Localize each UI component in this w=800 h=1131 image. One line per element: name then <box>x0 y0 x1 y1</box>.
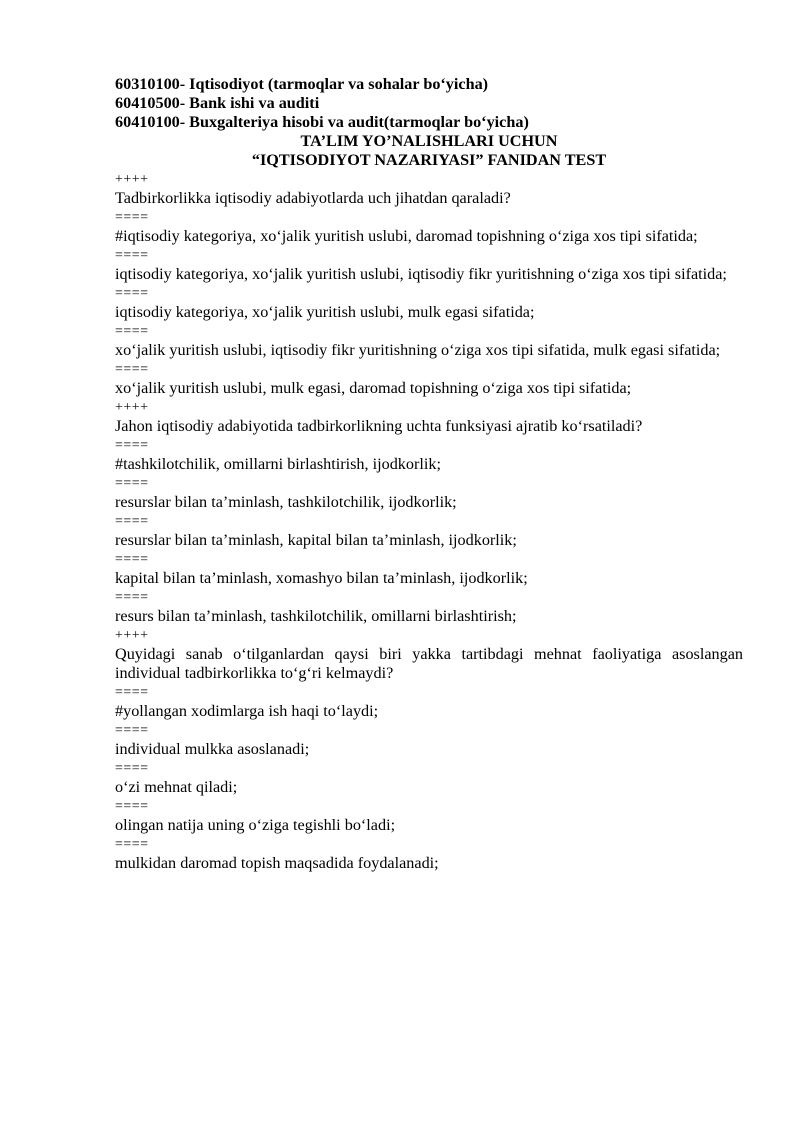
answer-option: resurslar bilan ta’minlash, kapital bilan ta’minlash, ijodkorlik; <box>115 531 517 549</box>
option-marker: ==== <box>115 210 149 225</box>
answer-option: resurslar bilan ta’minlash, tashkilotchilik, ijodkorlik; <box>115 493 457 511</box>
answer-option: o‘zi mehnat qiladi; <box>115 778 238 796</box>
question-marker: ++++ <box>115 628 149 643</box>
option-marker: ==== <box>115 590 149 605</box>
program-code-line-3: 60410100- Buxgalteriya hisobi va audit(tarmoqlar bo‘yicha) <box>115 113 529 131</box>
question-text: Quyidagi sanab o‘tilganlardan qaysi biri yakka tartibdagi mehnat faoliyatiga asoslangan individual tadbirkorlikka to‘g‘ri kelmaydi? <box>115 645 743 682</box>
answer-option: xo‘jalik yuritish uslubi, iqtisodiy fikr yuritishning o‘ziga xos tipi sifatida, mulk egasi sifatida; <box>115 341 721 359</box>
answer-option: iqtisodiy kategoriya, xo‘jalik yuritish uslubi, mulk egasi sifatida; <box>115 303 535 321</box>
answer-option: iqtisodiy kategoriya, xo‘jalik yuritish uslubi, iqtisodiy fikr yuritishning o‘ziga xos tipi sifatida; <box>115 265 727 283</box>
question-marker: ++++ <box>115 400 149 415</box>
option-marker: ==== <box>115 324 149 339</box>
answer-option: olingan natija uning o‘ziga tegishli bo‘ladi; <box>115 816 396 834</box>
option-marker: ==== <box>115 438 149 453</box>
document-title-line-2: “IQTISODIYOT NAZARIYASI” FANIDAN TEST <box>251 151 607 169</box>
document-title-line-1: TA’LIM YO’NALISHLARI UCHUN <box>300 132 558 150</box>
option-marker: ==== <box>115 685 149 700</box>
answer-option: resurs bilan ta’minlash, tashkilotchilik, omillarni birlashtirish; <box>115 607 517 625</box>
answer-option: kapital bilan ta’minlash, xomashyo bilan ta’minlash, ijodkorlik; <box>115 569 528 587</box>
program-code-line-1: 60310100- Iqtisodiyot (tarmoqlar va sohalar bo‘yicha) <box>115 75 489 93</box>
option-marker: ==== <box>115 514 149 529</box>
question-marker: ++++ <box>115 172 149 187</box>
answer-option: #iqtisodiy kategoriya, xo‘jalik yuritish uslubi, daromad topishning o‘ziga xos tipi sifatida; <box>115 227 698 245</box>
answer-option: mulkidan daromad topish maqsadida foydalanadi; <box>115 854 439 872</box>
option-marker: ==== <box>115 761 149 776</box>
option-marker: ==== <box>115 723 149 738</box>
option-marker: ==== <box>115 552 149 567</box>
option-marker: ==== <box>115 362 149 377</box>
option-marker: ==== <box>115 286 149 301</box>
answer-option: xo‘jalik yuritish uslubi, mulk egasi, daromad topishning o‘ziga xos tipi sifatida; <box>115 379 632 397</box>
answer-option: #yollangan xodimlarga ish haqi to‘laydi; <box>115 702 379 720</box>
option-marker: ==== <box>115 476 149 491</box>
option-marker: ==== <box>115 799 149 814</box>
question-text: Jahon iqtisodiy adabiyotida tadbirkorlikning uchta funksiyasi ajratib ko‘rsatiladi? <box>115 417 643 435</box>
program-code-line-2: 60410500- Bank ishi va auditi <box>115 94 320 112</box>
option-marker: ==== <box>115 837 149 852</box>
answer-option: #tashkilotchilik, omillarni birlashtirish, ijodkorlik; <box>115 455 441 473</box>
option-marker: ==== <box>115 248 149 263</box>
question-text: Tadbirkorlikka iqtisodiy adabiyotlarda uch jihatdan qaraladi? <box>115 189 511 207</box>
answer-option: individual mulkka asoslanadi; <box>115 740 310 758</box>
document-page <box>115 75 743 873</box>
